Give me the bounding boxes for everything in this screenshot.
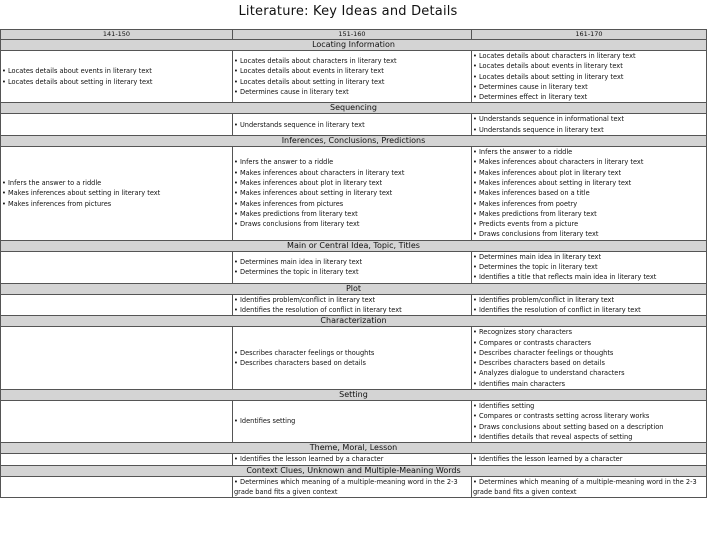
skill-item: • Identifies problem/conflict in literary text — [473, 295, 615, 304]
skill-item: • Draws conclusions about setting based on a description — [473, 422, 664, 431]
skill-item: • Identifies the lesson learned by a character — [234, 455, 384, 464]
section-header-theme-moral-lesson — [1, 443, 707, 454]
cell-151-160 — [233, 114, 472, 136]
section-title: Plot — [1, 283, 707, 294]
cell-141-150 — [1, 51, 233, 103]
skill-item: • Makes inferences about setting in literary text — [2, 189, 161, 198]
section-header-sequencing — [1, 103, 707, 114]
skill-item: • Identifies a title that reflects main idea in literary text — [473, 273, 657, 282]
skill-item: • Identifies setting — [473, 402, 535, 411]
cell-141-150 — [1, 476, 233, 498]
skill-item: • Determines main idea in literary text — [473, 252, 602, 261]
section-title: Theme, Moral, Lesson — [1, 443, 707, 454]
skill-item: • Identifies the resolution of conflict in literary text — [473, 305, 641, 314]
table-body — [1, 30, 707, 498]
section-row-inferences-conclusions-predictions — [1, 147, 707, 241]
cell-151-160 — [233, 147, 472, 241]
cell-161-170 — [472, 476, 707, 498]
section-title: Locating Information — [1, 40, 707, 51]
section-header-plot — [1, 283, 707, 294]
cell-151-160 — [233, 251, 472, 283]
section-row-theme-moral-lesson — [1, 454, 707, 465]
skill-item: • Makes inferences about setting in literary text — [473, 178, 632, 187]
cell-161-170 — [472, 251, 707, 283]
skill-item: • Makes inferences about plot in literary text — [234, 178, 383, 187]
skill-item: • Describes character feelings or thoughts — [473, 348, 614, 357]
cell-151-160 — [233, 51, 472, 103]
cell-151-160 — [233, 476, 472, 498]
skill-item: • Draws conclusions from literary text — [473, 230, 599, 239]
skill-item: • Determines main idea in literary text — [234, 257, 363, 266]
cell-141-150 — [1, 454, 233, 465]
section-row-sequencing — [1, 114, 707, 136]
skill-item: • Makes predictions from literary text — [234, 209, 358, 218]
section-header-main-or-central-idea-topic-titles — [1, 240, 707, 251]
skill-item: • Describes character feelings or thoughts — [234, 348, 375, 357]
skill-item: • Makes inferences about plot in literary text — [473, 168, 622, 177]
skill-item: • Makes inferences from pictures — [234, 199, 344, 208]
cell-141-150 — [1, 114, 233, 136]
skill-item: • Understands sequence in literary text — [473, 125, 604, 134]
cell-161-170 — [472, 401, 707, 443]
section-row-plot — [1, 294, 707, 316]
skill-item: • Identifies the lesson learned by a character — [473, 455, 623, 464]
skill-item: • Identifies details that reveal aspects of setting — [473, 432, 633, 441]
key-ideas-table — [0, 29, 707, 498]
section-title: Inferences, Conclusions, Predictions — [1, 136, 707, 147]
skill-item: • Locates details about characters in literary text — [234, 57, 397, 66]
cell-161-170 — [472, 454, 707, 465]
cell-161-170 — [472, 294, 707, 316]
skill-item: • Locates details about events in literary text — [473, 62, 623, 71]
skill-item: • Determines the topic in literary text — [473, 263, 598, 272]
section-header-inferences-conclusions-predictions — [1, 136, 707, 147]
section-header-locating-information — [1, 40, 707, 51]
skill-item: • Infers the answer to a riddle — [473, 148, 573, 157]
skill-item: • Identifies problem/conflict in literary text — [234, 295, 376, 304]
cell-141-150 — [1, 147, 233, 241]
skill-item: • Understands sequence in literary text — [234, 120, 365, 129]
skill-item: • Compares or contrasts characters — [473, 338, 592, 347]
skill-item: • Makes inferences about characters in literary text — [234, 168, 405, 177]
cell-161-170 — [472, 147, 707, 241]
skill-item: • Determines cause in literary text — [473, 82, 588, 91]
section-row-context-clues-unknown-and-multiple-meaning-words — [1, 476, 707, 498]
column-header-151-160: 151-160 — [233, 30, 472, 40]
skill-item: • Determines which meaning of a multiple-meaning word in the 2-3 grade band fits a given context — [473, 477, 697, 496]
cell-141-150 — [1, 327, 233, 390]
cell-151-160 — [233, 454, 472, 465]
section-title: Characterization — [1, 316, 707, 327]
cell-151-160 — [233, 327, 472, 390]
section-row-main-or-central-idea-topic-titles — [1, 251, 707, 283]
column-header-141-150: 141-150 — [1, 30, 233, 40]
section-title: Setting — [1, 390, 707, 401]
section-header-context-clues-unknown-and-multiple-meaning-words — [1, 465, 707, 476]
skill-item: • Describes characters based on details — [234, 359, 366, 368]
skill-item: • Makes inferences from poetry — [473, 199, 578, 208]
section-title: Sequencing — [1, 103, 707, 114]
skill-item: • Makes inferences from pictures — [2, 199, 112, 208]
skill-item: • Understands sequence in informational text — [473, 115, 624, 124]
skill-item: • Identifies setting — [234, 417, 296, 426]
skill-item: • Makes inferences about setting in literary text — [234, 189, 393, 198]
section-header-characterization — [1, 316, 707, 327]
skill-item: • Locates details about setting in literary text — [234, 77, 385, 86]
skill-item: • Compares or contrasts setting across literary works — [473, 412, 650, 421]
section-row-locating-information — [1, 51, 707, 103]
cell-161-170 — [472, 327, 707, 390]
column-header-row — [1, 30, 707, 40]
skill-item: • Determines effect in literary text — [473, 93, 588, 102]
skill-item: • Makes inferences about characters in literary text — [473, 158, 644, 167]
cell-141-150 — [1, 251, 233, 283]
skill-item: • Infers the answer to a riddle — [2, 178, 102, 187]
cell-151-160 — [233, 294, 472, 316]
cell-141-150 — [1, 294, 233, 316]
skill-item: • Describes characters based on details — [473, 359, 605, 368]
cell-141-150 — [1, 401, 233, 443]
section-row-setting — [1, 401, 707, 443]
skill-item: • Determines the topic in literary text — [234, 268, 359, 277]
skill-item: • Locates details about events in literary text — [2, 67, 152, 76]
skill-item: • Determines cause in literary text — [234, 88, 349, 97]
section-title: Context Clues, Unknown and Multiple-Meaning Words — [1, 465, 707, 476]
skill-item: • Analyzes dialogue to understand characters — [473, 369, 625, 378]
page-title: Literature: Key Ideas and Details — [238, 4, 458, 19]
cell-151-160 — [233, 401, 472, 443]
skill-item: • Predicts events from a picture — [473, 220, 579, 229]
skill-item: • Determines which meaning of a multiple-meaning word in the 2-3 grade band fits a given context — [234, 477, 458, 496]
skill-item: • Locates details about events in literary text — [234, 67, 384, 76]
skill-item: • Locates details about characters in literary text — [473, 52, 636, 60]
skill-item: • Identifies main characters — [473, 379, 566, 388]
section-row-characterization — [1, 327, 707, 390]
skill-item: • Locates details about setting in literary text — [473, 72, 624, 81]
skill-item: • Makes inferences based on a title — [473, 189, 590, 198]
skill-item: • Draws conclusions from literary text — [234, 220, 360, 229]
skill-item: • Locates details about setting in literary text — [2, 77, 153, 86]
skill-item: • Identifies the resolution of conflict in literary text — [234, 305, 402, 314]
skill-item: • Makes predictions from literary text — [473, 209, 597, 218]
section-title: Main or Central Idea, Topic, Titles — [1, 240, 707, 251]
section-header-setting — [1, 390, 707, 401]
skill-item: • Recognizes story characters — [473, 328, 573, 337]
column-header-161-170: 161-170 — [472, 30, 707, 40]
cell-161-170 — [472, 51, 707, 103]
cell-161-170 — [472, 114, 707, 136]
skill-item: • Infers the answer to a riddle — [234, 158, 334, 167]
